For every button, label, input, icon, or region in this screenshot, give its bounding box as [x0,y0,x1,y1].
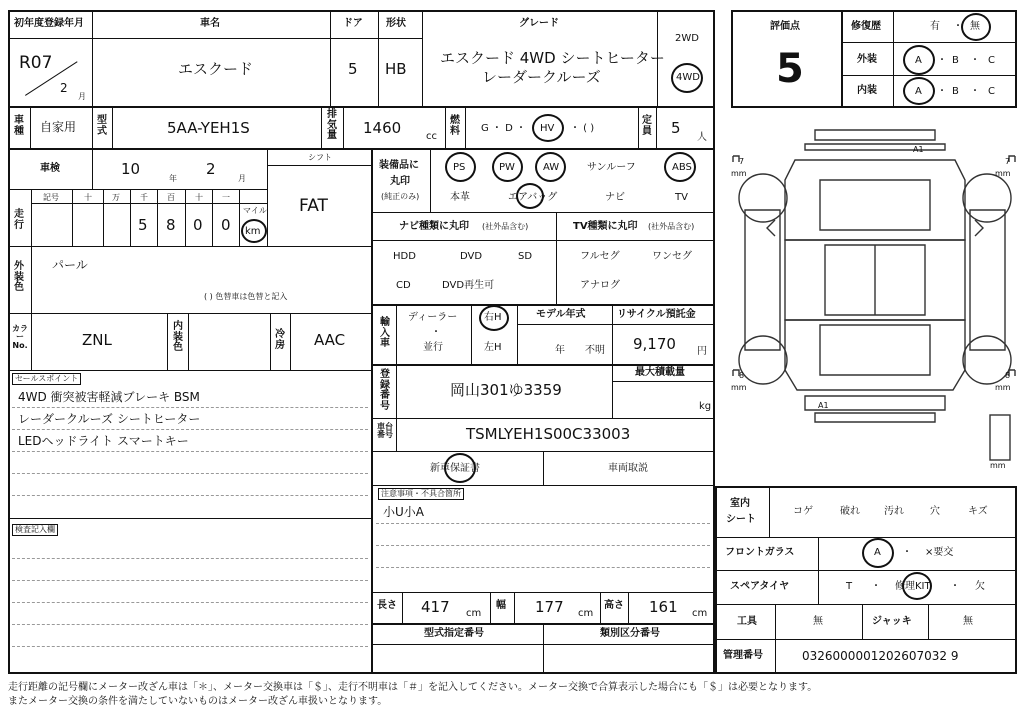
navi-title: ナビ種類に丸印 [399,221,469,232]
in-line1 [12,558,368,559]
import-label: 輸入車 [380,317,390,349]
drive-2wd: 2WD [675,33,699,44]
place-6: 一 [222,193,230,202]
navi-tv-div [556,212,557,304]
len-value: 417 [421,598,450,616]
maxload-line [612,381,714,382]
cond-row3 [716,604,1016,605]
interior-koge: コゲ [793,506,813,517]
int-dot1: ・ [937,86,947,97]
plate-div2 [612,365,613,418]
score-value: 5 [776,46,804,92]
drive-4wd-circle [671,63,703,93]
col-firstreg [92,11,93,106]
cond-col4 [862,605,863,639]
wid-value: 177 [535,598,564,616]
car-name: エスクード [178,60,254,78]
plate-bottom [372,418,714,419]
type-no-label: 型式指定番号 [424,628,484,639]
score-label: 評価点 [770,21,800,32]
row1-bottom [9,106,714,108]
navi-dvd-play: DVD再生可 [442,280,495,291]
import-div2 [471,305,472,364]
score-row2 [842,75,1016,76]
navi-hdd: HDD [393,251,416,262]
mileage-bottom [9,246,371,247]
capacity-label: 定員 [642,115,652,137]
damage-a1-bottom: A1 [818,401,829,410]
interior-yabure: 破れ [840,506,860,517]
grade-line2: レーダークルーズ [482,68,601,86]
typeno-line [372,644,714,645]
doc-manual: 車両取説 [608,463,648,474]
place-2: 万 [112,193,120,202]
spare-kit: 修理KIT [895,581,931,592]
fuel-other: ・ ( ) [570,123,595,134]
colorno-div4 [270,313,271,370]
dims-top [372,592,714,593]
max-load-label: 最大積載量 [635,367,685,378]
grade-line1: エスクード 4WD シートヒーター [440,49,665,67]
equip-ps-circle [445,152,476,182]
tv-analog: アナログ [580,280,620,291]
dims-div3 [514,593,515,623]
r2-v5 [343,107,344,148]
colorno-value: ZNL [82,331,112,349]
score-row1 [842,42,1016,43]
nt-line1 [376,523,710,524]
spare-label: スペアタイヤ [730,581,790,592]
ac-value: AAC [314,331,346,349]
repair-yes: 有 [930,21,940,32]
doc-warranty: 新車保証書 [430,463,480,474]
manage-value: 0326000001202607032 9 [802,649,959,663]
plate-div1 [396,365,397,418]
left-right-split [371,149,373,673]
tv-fullseg: フルセグ [580,251,620,262]
shift-div [267,149,268,246]
capacity-unit: 人 [697,132,707,143]
interior-label-1: 室内 [730,498,750,509]
ext-dot2: ・ [970,55,980,66]
capacity-value: 5 [671,119,681,137]
place-4: 百 [167,193,175,202]
cond-col5 [928,605,929,639]
nt-line3 [376,567,710,568]
glass-a-circle [862,538,894,568]
tv-oneseg: ワンセグ [652,251,692,262]
inspect-div [92,149,93,189]
equip-airbag-circle [516,183,544,209]
fuel-hv: HV [540,123,555,134]
colorno-div2 [167,313,168,370]
ext-a: A [915,55,922,66]
tools-value: 無 [813,616,823,627]
score-div [841,11,843,107]
exterior-note: ( ) 色替車は色替と記入 [204,292,288,301]
in-line4 [12,624,368,625]
dims-div1 [402,593,403,623]
digit-3: 5 [138,216,148,234]
footer-line2: またメーター交換の条件を満たしていないものはメーター改ざん車扱いとなります。 [8,696,388,707]
int-a-circle [903,77,935,105]
colorno-div3 [188,313,189,370]
first-reg-era: R07 [19,53,53,73]
top-header-divider [9,38,422,39]
equip-airbag: エアバッグ [508,192,558,203]
int-a: A [915,86,922,97]
spare-dot2: ・ [950,581,960,592]
mileage-mile: マイル [243,206,267,215]
import-parallel: 並行 [423,342,443,353]
spare-unit: mm [990,461,1006,470]
interior-yogore: 汚れ [884,506,904,517]
door-label: ドア [343,18,363,29]
place-5: 十 [195,193,203,202]
door-count: 5 [348,60,358,78]
cond-row1 [716,537,1016,538]
sales-point-3: LEDヘッドライト スマートキー [18,434,189,448]
equip-pw: PW [499,162,515,173]
chassis-div [396,419,397,451]
inspect-month-unit: 月 [238,174,246,183]
mcol-4 [157,189,158,246]
r2-v6 [445,107,446,148]
plate-value: 岡山301ゆ3359 [450,381,562,399]
model-year-year: 年 [555,345,565,356]
tv-title: TV種類に丸印 [573,221,638,232]
shift-title-line [267,165,371,166]
use-value: 自家用 [40,120,77,134]
import-div3 [517,305,518,364]
r2-v3 [112,107,113,148]
notes-label: 注意事項・不具合箇所 [378,488,464,500]
model-value: 5AA-YEH1S [167,119,250,137]
in-line5 [12,646,368,647]
cond-row2 [716,570,1016,571]
tire-rl-value: 8 [739,371,745,380]
tire-fl-value: 7 [739,157,745,166]
digit-6: 0 [221,216,231,234]
digit-5: 0 [193,216,203,234]
col-carname [330,11,331,106]
glass-need: ×要交 [925,547,954,558]
ext-a-circle [903,45,935,75]
score-label-col [893,11,894,107]
inspector-label: 検査記入欄 [12,524,58,536]
navi-title-note: (社外品含む) [482,222,529,231]
typeno-div [543,624,544,673]
tv-title-note: (社外品含む) [648,222,695,231]
hgt-label: 高さ [604,600,624,611]
class-no-label: 類別区分番号 [600,628,660,639]
use-label: 車種 [14,115,24,137]
car-damage-diagram [725,120,1023,475]
mcol-3 [130,189,131,246]
equip-abs-circle [664,152,696,182]
equip-navi: ナビ [605,192,625,203]
plate-label: 登録番号 [380,369,390,412]
sales-points-label: セールスポイント [12,373,81,385]
equip-aw: AW [543,162,560,173]
import-div4 [612,305,613,364]
docs-bottom [372,485,714,486]
equip-aw-circle [535,152,566,182]
repair-label: 修復歴 [851,21,881,32]
import-right: 右H [484,312,502,323]
recycle-label: リサイクル預託金 [617,309,696,320]
int-label: 内装 [857,85,877,96]
repair-no-circle [961,13,991,41]
sales-bottom [9,518,371,519]
import-right-circle [479,305,509,331]
inspect-month: 2 [206,160,216,178]
inspect-year-unit: 年 [169,174,177,183]
chassis-value: TSMLYEH1S00C33003 [466,425,631,443]
place-3: 千 [140,193,148,202]
mcol-2 [103,189,104,246]
doc-warranty-circle [444,453,476,483]
chassis-label: 車台番号 [377,422,393,440]
sp-line4 [12,473,368,474]
col-shape [422,11,423,106]
glass-label: フロントガラス [725,547,795,558]
col-door [378,11,379,106]
tire-rr-unit: mm [995,383,1011,392]
docs-div [543,452,544,485]
jack-label: ジャッキ [872,616,912,627]
sales-point-1: 4WD 衝突被害軽減ブレーキ BSM [18,390,200,404]
tools-label: 工具 [737,616,757,627]
equip-label-note: (純正のみ) [381,192,420,201]
shift-value: FAT [299,196,328,216]
import-dealer: ディーラー [408,312,458,323]
equip-sunroof: サンルーフ [587,162,636,173]
dims-div4 [600,593,601,623]
equip-tv: TV [675,192,688,203]
r2-v1 [30,107,31,148]
sp-line3 [12,451,368,452]
manage-label: 管理番号 [723,650,763,661]
car-name-label: 車名 [200,18,220,29]
sp-line2 [12,429,368,430]
inspect-bottom [9,189,267,190]
r2-v9 [656,107,657,148]
ext-dot1: ・ [937,55,947,66]
in-line3 [12,602,368,603]
footer-line1: 走行距離の記号欄にメーター改ざん車は「＊」、メーター交換車は「＄」、走行不明車は「＃」を記入してください。メーター交換で合算表示した場合にも「＄」は必要となります。 [8,682,818,693]
equip-label-2: 丸印 [390,176,410,187]
mileage-km-circle [241,219,267,243]
disp-value: 1460 [363,119,402,137]
recycle-value: 9,170 [633,335,676,353]
r2-v2 [92,107,93,148]
digit-4: 8 [166,216,176,234]
shape-label: 形状 [386,18,406,29]
first-reg-label: 初年度登録年月 [14,18,84,29]
navi-sd: SD [518,251,533,262]
wid-unit: cm [578,608,594,619]
tire-fr-unit: mm [995,169,1011,178]
drive-4wd: 4WD [676,72,700,83]
exterior-div [31,246,32,313]
interior-color-label: 内装色 [173,321,183,353]
r2-v8 [638,107,639,148]
body-shape: HB [385,60,407,78]
exterior-label: 外装色 [14,261,24,293]
exterior-bottom [9,313,371,314]
fuel-hv-circle [532,114,564,142]
tire-rr-value: 8 [1005,371,1011,380]
len-label: 長さ [377,600,397,611]
equip-pw-circle [492,152,523,182]
mileage-label-div [31,189,32,246]
cond-col3 [775,605,776,673]
import-left: 左H [484,342,502,353]
first-reg-month: 2 [60,81,68,95]
navi-dvd: DVD [460,251,483,262]
spare-kit-circle [902,572,932,600]
import-div1 [396,305,397,364]
max-load-unit: kg [699,401,712,412]
jack-value: 無 [963,616,973,627]
mcol-6 [212,189,213,246]
colorno-bottom [9,370,371,371]
nt-line2 [376,545,710,546]
dims-div5 [628,593,629,623]
cond-row4 [716,639,1016,640]
exterior-value: パール [52,258,88,272]
dims-div2 [490,593,491,623]
mcol-1 [72,189,73,246]
notes-value: 小U小A [383,505,424,519]
interior-label-2: シート [726,514,756,525]
interior-ana: 穴 [930,506,940,517]
recycle-unit: 円 [697,346,707,357]
mileage-head [31,203,267,204]
tire-fr-value: 7 [1005,157,1011,166]
mcol-7 [239,189,240,246]
equip-leather: 本革 [450,192,470,203]
mileage-label: 走行 [14,209,24,231]
colorno-label: カラーNo. [12,324,28,350]
model-year-line [517,324,714,325]
import-bottom [372,364,714,366]
mileage-km: km [245,226,261,237]
import-dot: ・ [431,327,441,338]
main-form [8,10,715,674]
equip-div [430,149,431,212]
ext-c: C [988,55,995,66]
spare-none: 欠 [975,581,985,592]
r2-v7 [465,107,466,148]
row2-bottom [9,148,714,150]
mcol-5 [185,189,186,246]
sp-line5 [12,495,368,496]
tire-rl-unit: mm [731,383,747,392]
equip-label-1: 装備品に [379,160,419,171]
wid-label: 幅 [496,600,506,611]
r2-v4 [321,107,322,148]
navi-title-line [372,240,714,241]
navi-cd: CD [396,280,411,291]
tire-fl-unit: mm [731,169,747,178]
spare-t: T [846,581,853,592]
grade-label: グレード [519,18,559,29]
cond-col1 [769,487,770,537]
colorno-div1 [31,313,32,370]
int-dot2: ・ [970,86,980,97]
damage-a1-top: A1 [913,145,924,154]
place-1: 十 [84,193,92,202]
sales-point-2: レーダークルーズ シートヒーター [18,412,201,426]
ac-label: 冷房 [275,329,285,351]
model-label: 型式 [97,115,107,137]
ext-label: 外装 [857,54,877,65]
disp-unit: cc [426,131,437,142]
disp-label: 排気量 [327,109,337,141]
first-reg-month-unit: 月 [78,92,86,101]
hgt-value: 161 [649,598,678,616]
interior-kizu: キズ [968,506,988,517]
cond-col2 [818,538,819,604]
inspect-year: 10 [121,160,141,178]
colorno-div5 [290,313,291,370]
import-top [372,304,714,306]
fuel-options: G ・ D ・ [481,123,526,134]
shift-label: シフト [308,153,332,162]
sp-line1 [12,407,368,408]
equip-ps: PS [453,162,466,173]
glass-a: A [874,547,881,558]
in-line2 [12,580,368,581]
spare-dot: ・ [871,581,881,592]
inspect-label: 車検 [40,163,60,174]
equip-bottom [372,212,714,213]
int-b: B [952,86,959,97]
hgt-unit: cm [692,608,708,619]
int-c: C [988,86,995,97]
len-unit: cm [466,608,482,619]
mileage-code-label: 記号 [43,193,59,202]
glass-dot: ・ [902,547,912,558]
equip-abs: ABS [672,162,692,173]
fuel-label: 燃料 [450,115,460,137]
model-year-label: モデル年式 [536,309,586,320]
repair-dot: ・ [953,21,963,32]
repair-no: 無 [970,21,980,32]
ext-b: B [952,55,959,66]
model-year-unknown: 不明 [585,345,605,356]
